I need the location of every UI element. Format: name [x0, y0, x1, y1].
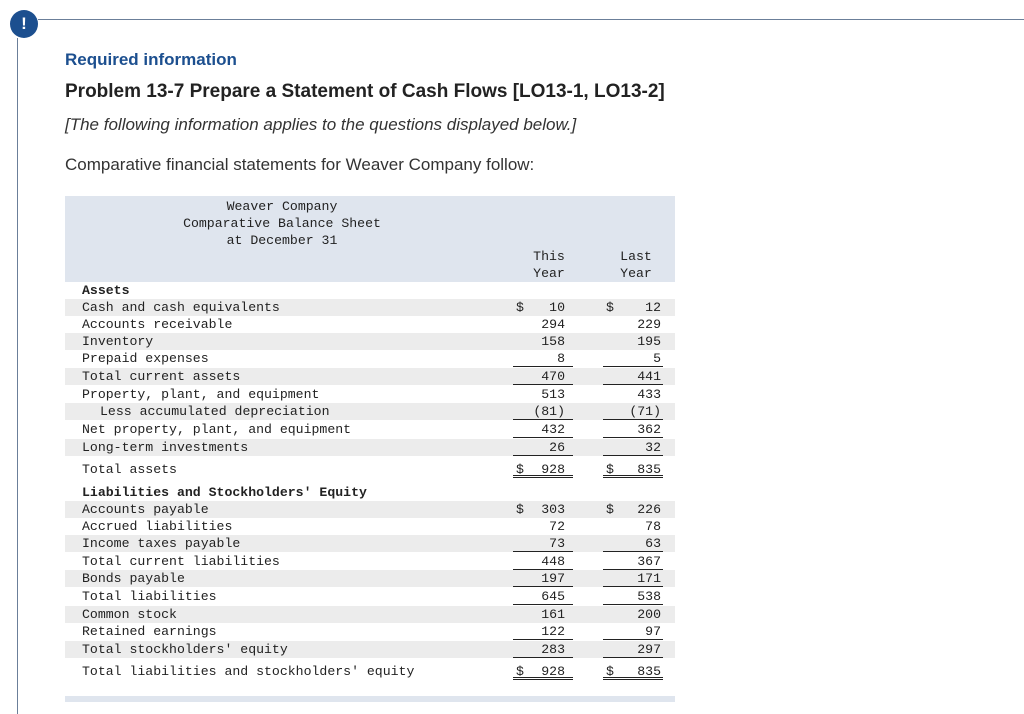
table-row: [65, 518, 675, 535]
row-label: Common stock: [82, 607, 177, 622]
this-year-cell: [513, 663, 573, 680]
row-label: Long-term investments: [82, 440, 249, 455]
row-label: Cash and cash equivalents: [82, 300, 280, 315]
this-year-value: 645: [541, 589, 565, 604]
last-year-value: 367: [637, 554, 661, 569]
this-year-cell: [513, 439, 573, 456]
table-row: [65, 570, 675, 587]
this-year-value: 303: [541, 502, 565, 517]
last-year-cell: [603, 623, 663, 640]
table-row: [65, 439, 675, 456]
table-row: [65, 461, 675, 478]
this-year-value: 8: [557, 351, 565, 366]
statement-date: at December 31: [226, 233, 338, 248]
left-divider: [17, 38, 18, 714]
last-year-header: Last Year: [620, 249, 652, 281]
last-year-cell: [603, 663, 663, 680]
last-year-value: 97: [645, 624, 661, 639]
this-year-cell: [513, 403, 573, 420]
last-year-value: 362: [637, 422, 661, 437]
currency-symbol: $: [606, 300, 614, 315]
last-year-value: 32: [645, 440, 661, 455]
last-year-value: 835: [637, 664, 661, 679]
row-label: Total assets: [82, 462, 177, 477]
row-label: Property, plant, and equipment: [82, 387, 320, 402]
this-year-value: 513: [541, 387, 565, 402]
last-year-value: 195: [637, 334, 661, 349]
this-year-value: (81): [533, 404, 565, 419]
last-year-value: 200: [637, 607, 661, 622]
last-year-cell: [603, 350, 663, 367]
this-year-cell: [513, 386, 573, 403]
currency-symbol: $: [516, 502, 524, 517]
last-year-cell: [603, 588, 663, 605]
this-year-value: 158: [541, 334, 565, 349]
last-year-value: 297: [637, 642, 661, 657]
table-row: [65, 386, 675, 403]
currency-symbol: $: [516, 462, 524, 477]
this-year-cell: [513, 588, 573, 605]
row-label: Assets: [82, 283, 130, 298]
last-year-cell: [603, 299, 663, 316]
row-label: Less accumulated depreciation: [100, 404, 330, 419]
this-year-value: 283: [541, 642, 565, 657]
this-year-cell: [513, 641, 573, 658]
last-year-value: 12: [645, 300, 661, 315]
this-year-value: 294: [541, 317, 565, 332]
this-year-cell: [513, 623, 573, 640]
last-year-cell: [603, 386, 663, 403]
last-year-value: 78: [645, 519, 661, 534]
table-row: [65, 403, 675, 420]
last-year-cell: [603, 333, 663, 350]
row-label: Accrued liabilities: [82, 519, 233, 534]
this-year-value: 72: [549, 519, 565, 534]
last-year-cell: [603, 316, 663, 333]
table-row: [65, 501, 675, 518]
last-year-value: 5: [653, 351, 661, 366]
currency-symbol: $: [606, 462, 614, 477]
row-label: Accounts payable: [82, 502, 209, 517]
this-year-cell: [513, 299, 573, 316]
this-year-value: 448: [541, 554, 565, 569]
top-divider: [38, 19, 1024, 20]
this-year-cell: [513, 368, 573, 385]
this-year-value: 73: [549, 536, 565, 551]
last-year-value: 538: [637, 589, 661, 604]
last-year-value: 835: [637, 462, 661, 477]
row-label: Bonds payable: [82, 571, 185, 586]
this-year-cell: [513, 316, 573, 333]
table-row: [65, 588, 675, 605]
last-year-cell: [603, 518, 663, 535]
last-year-value: 226: [637, 502, 661, 517]
this-year-cell: [513, 350, 573, 367]
last-year-value: 433: [637, 387, 661, 402]
this-year-value: 161: [541, 607, 565, 622]
intro-note: [The following information applies to the questions displayed below.]: [65, 115, 577, 134]
table-row: [65, 535, 675, 552]
last-year-cell: [603, 501, 663, 518]
this-year-cell: [513, 421, 573, 438]
currency-symbol: $: [516, 664, 524, 679]
this-year-value: 928: [541, 664, 565, 679]
row-label: Income taxes payable: [82, 536, 241, 551]
this-year-cell: [513, 553, 573, 570]
this-year-value: 122: [541, 624, 565, 639]
last-year-cell: [603, 606, 663, 623]
row-label: Total liabilities: [82, 589, 217, 604]
last-year-value: 229: [637, 317, 661, 332]
table-row: [65, 663, 675, 680]
table-row: [65, 316, 675, 333]
this-year-value: 26: [549, 440, 565, 455]
row-label: Prepaid expenses: [82, 351, 209, 366]
last-year-cell: [603, 641, 663, 658]
currency-symbol: $: [606, 664, 614, 679]
this-year-cell: [513, 501, 573, 518]
row-label: Total stockholders' equity: [82, 642, 288, 657]
bottom-divider: [65, 696, 675, 702]
table-row: [65, 333, 675, 350]
last-year-cell: [603, 461, 663, 478]
balance-sheet-header: [65, 196, 675, 282]
table-row: [65, 421, 675, 438]
table-row: [65, 553, 675, 570]
table-row: [65, 299, 675, 316]
table-row: [65, 350, 675, 367]
statement-title: Comparative Balance Sheet: [183, 216, 381, 231]
this-year-cell: [513, 518, 573, 535]
table-row: [65, 368, 675, 385]
section-heading-row: [65, 282, 675, 299]
last-year-value: 63: [645, 536, 661, 551]
row-label: Accounts receivable: [82, 317, 233, 332]
table-row: [65, 641, 675, 658]
this-year-cell: [513, 570, 573, 587]
this-year-cell: [513, 535, 573, 552]
last-year-cell: [603, 421, 663, 438]
last-year-cell: [603, 570, 663, 587]
this-year-header: This Year: [533, 249, 565, 281]
this-year-value: 470: [541, 369, 565, 384]
row-label: Retained earnings: [82, 624, 217, 639]
intro-text: Comparative financial statements for Weaver Company follow:: [65, 155, 535, 174]
currency-symbol: $: [606, 502, 614, 517]
this-year-cell: [513, 333, 573, 350]
row-label: Liabilities and Stockholders' Equity: [82, 485, 367, 500]
last-year-value: 171: [637, 571, 661, 586]
alert-icon: !: [10, 10, 38, 38]
last-year-cell: [603, 553, 663, 570]
row-label: Total current assets: [82, 369, 241, 384]
this-year-value: 10: [549, 300, 565, 315]
last-year-value: 441: [637, 369, 661, 384]
row-label: Total current liabilities: [82, 554, 280, 569]
this-year-value: 197: [541, 571, 565, 586]
section-heading-row: [65, 484, 675, 501]
company-name: Weaver Company: [226, 199, 338, 214]
this-year-cell: [513, 606, 573, 623]
table-row: [65, 623, 675, 640]
problem-title: Problem 13-7 Prepare a Statement of Cash Flows [LO13-1, LO13-2]: [65, 81, 665, 102]
balance-sheet: [65, 196, 675, 702]
this-year-cell: [513, 461, 573, 478]
this-year-value: 432: [541, 422, 565, 437]
row-label: Net property, plant, and equipment: [82, 422, 352, 437]
last-year-cell: [603, 439, 663, 456]
last-year-cell: [603, 368, 663, 385]
row-label: Total liabilities and stockholders' equity: [82, 664, 415, 679]
last-year-cell: [603, 403, 663, 420]
row-label: Inventory: [82, 334, 154, 349]
required-information-heading: Required information: [65, 50, 237, 69]
last-year-value: (71): [629, 404, 661, 419]
currency-symbol: $: [516, 300, 524, 315]
last-year-cell: [603, 535, 663, 552]
this-year-value: 928: [541, 462, 565, 477]
table-row: [65, 606, 675, 623]
